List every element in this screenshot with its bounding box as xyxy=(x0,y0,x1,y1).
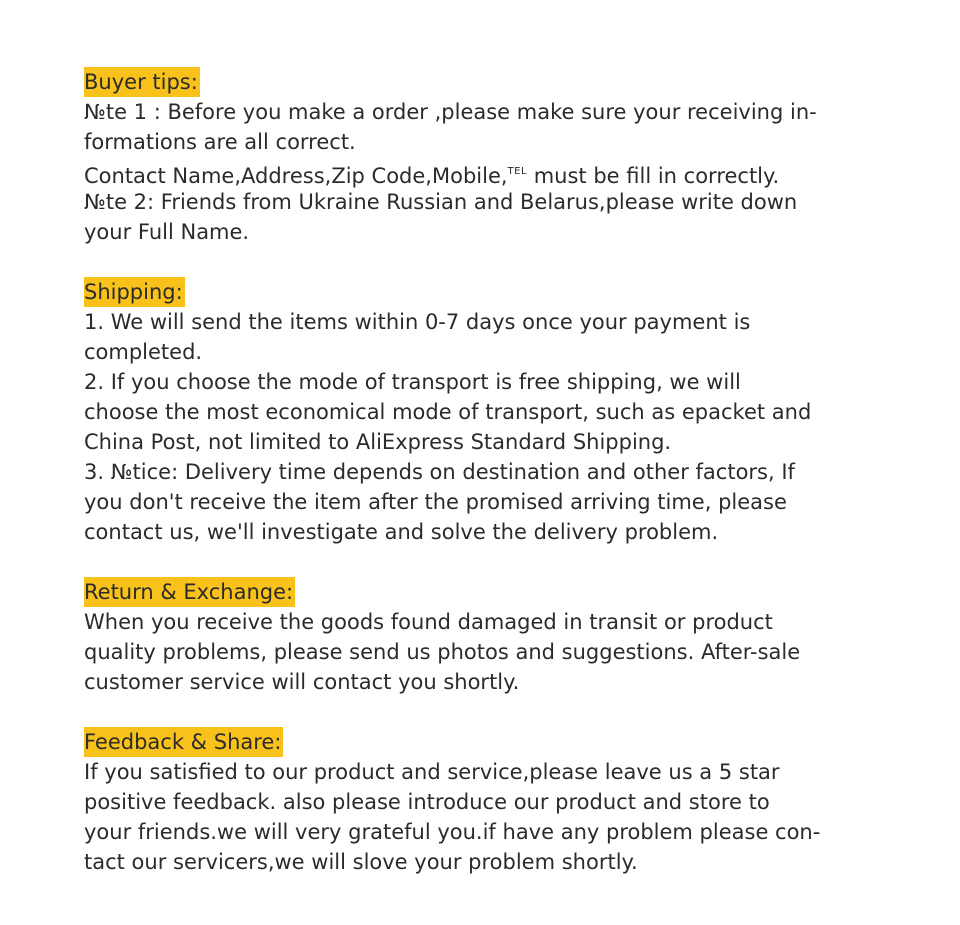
text-fragment: Contact Name,Address,Zip Code,Mobile, xyxy=(84,164,508,188)
section-heading: Shipping: xyxy=(84,277,185,307)
section-heading: Buyer tips: xyxy=(84,67,200,97)
section-feedback-share xyxy=(84,727,874,877)
text-line: customer service will contact you shortly. xyxy=(84,670,520,694)
text-line: If you satisfied to our product and service,please leave us a 5 star xyxy=(84,760,780,784)
text-line: you don't receive the item after the promised arriving time, please xyxy=(84,490,787,514)
text-line: completed. xyxy=(84,340,203,364)
text-line: choose the most economical mode of transport, such as epacket and xyxy=(84,400,812,424)
text-line: your friends.we will very grateful you.if have any problem please con- xyxy=(84,820,821,844)
section-shipping xyxy=(84,277,874,547)
text-line xyxy=(84,157,874,187)
section-buyer-tips xyxy=(84,67,874,247)
tel-mark: TEL xyxy=(507,166,528,177)
text-line: positive feedback. also please introduce our product and store to xyxy=(84,790,770,814)
text-line: When you receive the goods found damaged in transit or product xyxy=(84,610,773,634)
text-line: 1. We will send the items within 0-7 days once your payment is xyxy=(84,310,751,334)
text-line: 3. №tice: Delivery time depends on destination and other factors, If xyxy=(84,460,795,484)
text-line: quality problems, please send us photos and suggestions. After-sale xyxy=(84,640,801,664)
text-line: №te 2: Friends from Ukraine Russian and Belarus,please write down xyxy=(84,190,798,214)
text-line: your Full Name. xyxy=(84,220,250,244)
text-fragment: must be fill in correctly. xyxy=(527,164,780,188)
text-line: formations are all correct. xyxy=(84,130,356,154)
text-line: 2. If you choose the mode of transport is free shipping, we will xyxy=(84,370,741,394)
buyer-info-document xyxy=(84,67,874,907)
text-line: №te 1 : Before you make a order ,please make sure your receiving in- xyxy=(84,100,817,124)
section-return-exchange xyxy=(84,577,874,697)
section-heading: Return & Exchange: xyxy=(84,577,295,607)
text-line: contact us, we'll investigate and solve the delivery problem. xyxy=(84,520,719,544)
section-heading: Feedback & Share: xyxy=(84,727,283,757)
text-line: tact our servicers,we will slove your problem shortly. xyxy=(84,850,638,874)
text-line: China Post, not limited to AliExpress Standard Shipping. xyxy=(84,430,672,454)
